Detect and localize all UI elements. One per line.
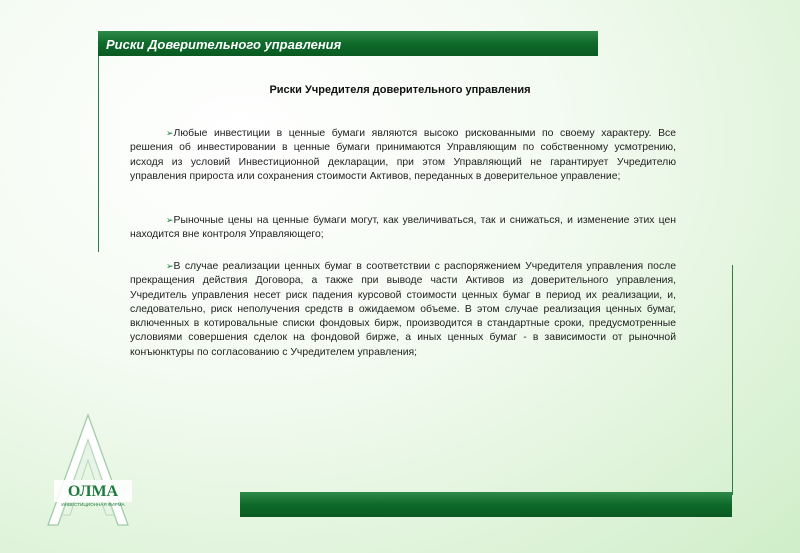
- risk-paragraph: [130, 259, 676, 360]
- logo-triangle-icon: [48, 415, 128, 525]
- logo-name: ОЛМА: [67, 483, 119, 500]
- olma-logo: [40, 410, 140, 530]
- risk-text: Рыночные цены на ценные бумаги могут, как увеличиваться, так и снижаться, и изменение этих цен находится вне контроля Управляющего;: [130, 215, 676, 241]
- risk-paragraph: [130, 126, 676, 184]
- arrow-bullet-icon: ➢: [166, 215, 174, 225]
- logo-tagline: ИНВЕСТИЦИОННАЯ ФИРМА: [61, 502, 125, 507]
- right-divider-line: [732, 265, 733, 495]
- slide-title: Риски Доверительного управления: [106, 37, 342, 52]
- arrow-bullet-icon: ➢: [166, 128, 174, 138]
- arrow-bullet-icon: ➢: [166, 261, 174, 271]
- risk-text: Любые инвестиции в ценные бумаги являются высоко рискованными по своему характеру. Все решения об инвестировании в ценные бумаги принимаются Управляющим по собственному усмотрению, исходя из условий Инвестиционной декларации, при этом Управляющий не гарантирует Учредителю управления прироста или сохранения стоимости Активов, переданных в доверительное управление;: [130, 128, 676, 182]
- header-bar: [98, 31, 598, 56]
- section-subtitle: Риски Учредителя доверительного управления: [269, 84, 531, 96]
- risk-text: В случае реализации ценных бумаг в соответствии с распоряжением Учредителя управления после прекращения действия Договора, а также при выводе части Активов из доверительного управления, Учредитель управления несет риск падения курсовой стоимости ценных бумаг в период их реализации, и, следовательно, риск неполучения средств в ожидаемом объеме. В этом случае реализация ценных бумаг, включенных в котировальные списки фондовых бирж, производится в стандартные сроки, предусмотренные условиями совершения сделок на фондовой бирже, а иных ценных бумаг - в зависимости от рыночной конъюнктуры по согласованию с Учредителем управления;: [130, 261, 676, 358]
- footer-bar: [240, 492, 732, 517]
- risk-paragraph: [130, 213, 676, 243]
